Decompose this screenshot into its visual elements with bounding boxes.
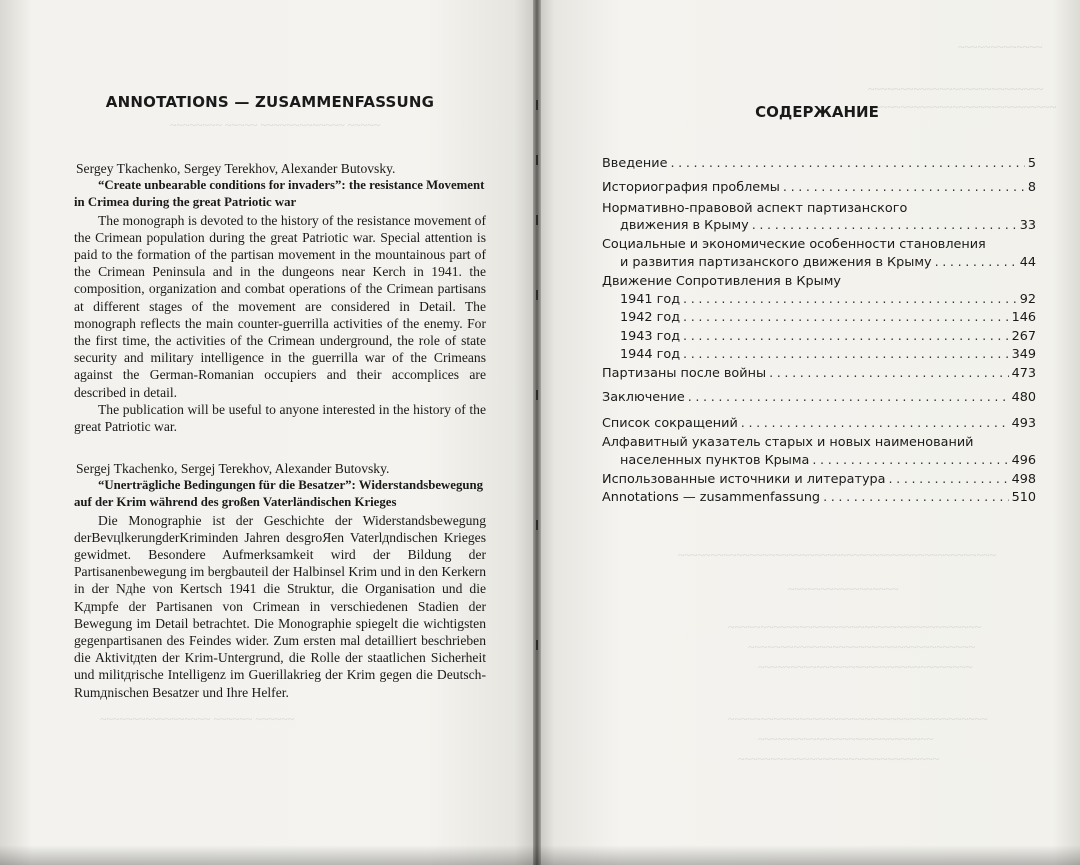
annotations-title: ANNOTATIONS — ZUSAMMENFASSUNG [105, 93, 435, 111]
binding-mark [536, 640, 538, 650]
left-page [0, 0, 536, 865]
contents-title: СОДЕРЖАНИЕ [755, 103, 879, 121]
show-through-text: ~~~~~~~~~~~~~~~~~ ~~~~~~ ~~~~~~ [100, 712, 295, 726]
toc-entry: 1942 год ..... 146 [602, 310, 1036, 328]
toc-entry: населенных пунктов Крыма ..... 496 [602, 453, 1036, 471]
german-authors: Sergej Tkachenko, Sergej Terekhov, Alexander Butovsky. [76, 461, 390, 476]
show-through-text: ~~~~~~~~~~~~~ [958, 40, 1043, 54]
show-through-text: ~~~~~~~~~~~~~~~~~~~~~~~~~~~~~ [868, 100, 1057, 114]
show-through-text: ~~~~~~~~~~~~~~~~~~~~~~~~~~~ [758, 732, 934, 746]
german-book-title-line2: auf der Krim während des großen Vaterländischen Krieges [74, 495, 397, 510]
show-through-text: ~~~~~~~~~~~~~~~~~~~~~~~~~~~~~~~~~~~~~~~~ [728, 712, 988, 726]
toc-entry: Annotations — zusammenfassung ..... 510 [602, 490, 1036, 508]
toc-entry: движения в Крыму ..... 33 [602, 218, 1036, 236]
toc-entry: 1941 год ..... 92 [602, 292, 1036, 310]
show-through-text: ~~~~~~~~~~~~~~~~~~~~~~~~~~~~~~~ [738, 752, 940, 766]
german-paragraph-1: Die Monographie ist der Geschichte der Widerstandsbewegung derBevцlkerungderKriminden Jahren desgroЯen Vaterlдndischen Krieges gewidmet. Besondere Aufmerksamkeit wird der Bildung der Partisanenbewegung im bergbauteil der Halbinsel Krim und in den Kerkern in der Nдhe von Kertsch 1941 die Struktur, die Organisation und die Kдmpfe der Partisanen von Crimean in verschiedenen Stadien der Bewegung im Detail betrachtet. Die Monographie spiegelt die wichtigsten gegenpartisanen des Feindes wider. Zum ersten mal detailliert beschrieben die Aktivitдten der Krim-Untergrund, die Rolle der staatlichen Sicherheit und militдrische Intelligenz im Guerillakrieg der Krim gegen die Deutsch-Rumдnischen Besatzer und Ihre Helfer. [74, 512, 486, 700]
toc-entry: 1944 год ..... 349 [602, 347, 1036, 365]
english-paragraph-2: The publication will be useful to anyone interested in the history of the great Patriotic war. [74, 401, 486, 435]
english-authors: Sergey Tkachenko, Sergey Terekhov, Alexander Butovsky. [76, 161, 396, 176]
toc-entry: и развития партизанского движения в Крыму ..... 44 [602, 255, 1036, 273]
show-through-text: ~~~~~~~~~~~~~~~~~~~~~~~~~~~~~~~~~~~ [748, 640, 976, 654]
binding-mark [536, 520, 538, 530]
toc-entry-label: Алфавитный указатель старых и новых наименований [602, 435, 974, 450]
binding-mark [536, 100, 538, 110]
english-book-title-line1: “Create unbearable conditions for invaders”: the resistance Movement [98, 178, 485, 193]
english-book-title-line2: in Crimea during the great Patriotic war [74, 195, 297, 210]
english-annotation [74, 160, 486, 435]
show-through-text: ~~~~~~~~ ~~~~~ ~~~~~~~~~~~~~ ~~~~~ [170, 118, 381, 132]
show-through-text: ~~~~~~~~~~~~~~~~~~~~~~~~~~~ [868, 82, 1044, 96]
book-gutter [533, 0, 541, 865]
show-through-text: ~~~~~~~~~~~~~~~~~~~~~~~~~~~~~~~~~ [758, 660, 973, 674]
toc-entry: Использованные источники и литература ..... 498 [602, 472, 1036, 490]
show-through-text: ~~~~~~~~~~~~~~~~~~~~~~~~~~~~~~~~~~~~~~~ [728, 620, 982, 634]
toc-entry: Введение ..... 5 [602, 156, 1036, 174]
binding-mark [536, 390, 538, 400]
toc-entry-label: Социальные и экономические особенности становления [602, 237, 986, 252]
page-bottom-shadow [0, 845, 1080, 865]
toc-entry-label: Нормативно-правовой аспект партизанского [602, 201, 908, 216]
show-through-text: ~~~~~~~~~~~~~~~~~~~~~~~~~~~~~~~~~~~~~~~~~~~~~~~~~ [678, 548, 997, 562]
toc-section-heading: Движение Сопротивления в Крыму [602, 274, 841, 289]
show-through-text: ~~~~~~~~~~~~~~~~~ [788, 582, 899, 596]
toc-entry: 1943 год ..... 267 [602, 329, 1036, 347]
binding-mark [536, 155, 538, 165]
toc-entry: Список сокращений ..... 493 [602, 416, 1036, 434]
german-annotation [74, 460, 486, 701]
binding-mark [536, 215, 538, 225]
binding-mark [536, 290, 538, 300]
english-paragraph-1: The monograph is devoted to the history of the resistance movement of the Crimean population during the great Patriotic war. Special attention is paid to the formation of the partisan movement in the mountainous part of the Crimean Peninsula and in the dungeons near Kerch in 1941. the composition, organization and combat operations of the Crimean partisans at different stages of the movement are considered in Detail. The monograph reflects the main counter-guerrilla activities of the enemy. For the first time, the activities of the Crimean underground, the role of state security and military intelligence in the guerrilla war of the Crimeans against the German-Romanian occupiers and their accomplices are described in detail. [74, 212, 486, 400]
toc-entry: Партизаны после войны ..... 473 [602, 366, 1036, 384]
german-book-title-line1: “Unerträgliche Bedingungen für die Besatzer”: Widerstandsbewegung [98, 478, 483, 493]
toc-entry: Заключение ..... 480 [602, 390, 1036, 408]
toc-entry: Историография проблемы ..... 8 [602, 180, 1036, 198]
